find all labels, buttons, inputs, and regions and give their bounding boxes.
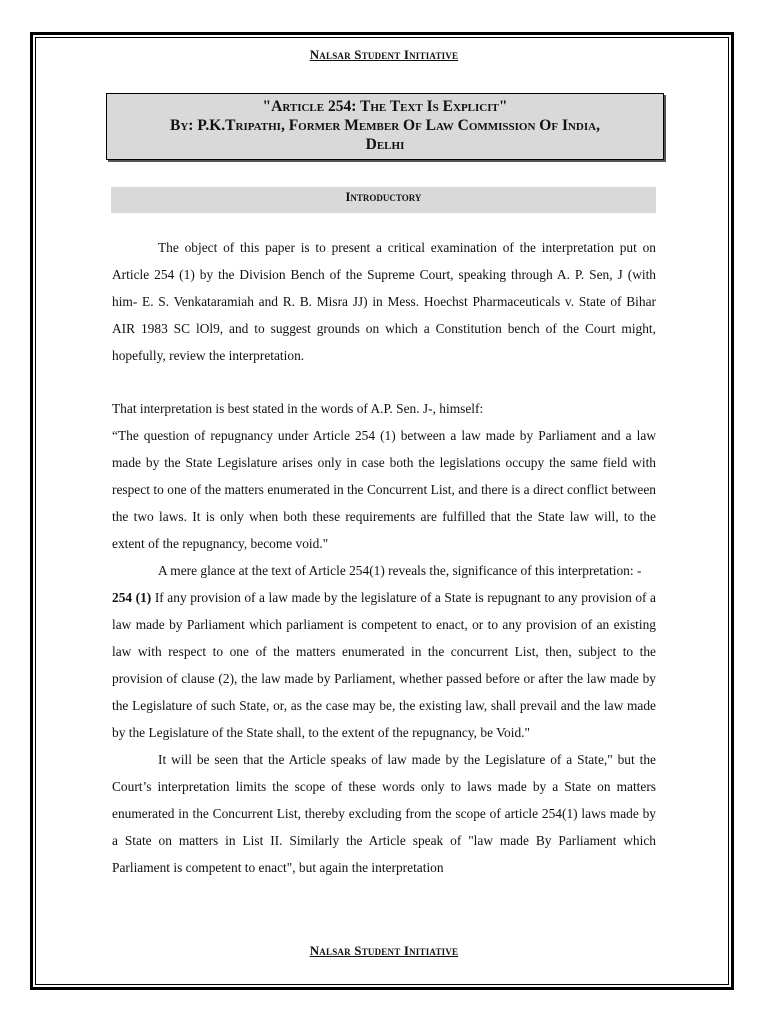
paragraph-interpretation-lead: That interpretation is best stated in the words of A.P. Sen. J-, himself:	[112, 401, 484, 416]
running-footer: Nalsar Student Initiative	[309, 943, 459, 958]
author-line: By: P.K.Tripathi, Former Member Of Law Commission Of India,	[170, 117, 600, 134]
article-text: If any provision of a law made by the legislature of a State is repugnant to any provision of a law made by Parliament which parliament is competent to enact, or to any provision of an existing law with respect to one of the matters enumerated in the concurrent List, then, subject to the provision of clause (2), the law made by Parliament, whether passed before or after the law made by the Legislature of such State, or, as the case may be, the existing law, shall prevail and the law made by the Legislature of the State shall, to the extent of the repugnancy, be Void."	[112, 590, 656, 740]
title-box	[106, 93, 664, 160]
section-heading: Introductory	[111, 187, 656, 213]
paragraph-article-text	[112, 584, 656, 746]
article-number-label: 254 (1)	[112, 590, 152, 605]
running-header: Nalsar Student Initiative	[309, 47, 459, 62]
paragraph-glance: A mere glance at the text of Article 254(1) reveals the, significance of this interpretation: -	[158, 563, 642, 578]
paragraph-analysis: It will be seen that the Article speaks of law made by the Legislature of a State," but the Court’s interpretation limits the scope of these words only to laws made by a State on matters enumerated in the Concurrent List, thereby excluding from the scope of article 254(1) laws made by a State on matters in List II. Similarly the Article speak of "law made By Parliament which Parliament is competent to enact", but again the interpretation	[112, 752, 656, 875]
author-location: Delhi	[365, 136, 405, 153]
paragraph-intro: The object of this paper is to present a critical examination of the interpretation put on Article 254 (1) by the Division Bench of the Supreme Court, speaking through A. P. Sen, J (with him- E. S. Venkataramiah and R. B. Misra JJ) in Mess. Hoechst Pharmaceuticals v. State of Bihar AIR 1983 SC lOl9, and to suggest grounds on which a Constitution bench of the Court might, hopefully, review the interpretation.	[112, 240, 656, 363]
article-title: "Article 254: The Text Is Explicit"	[262, 98, 508, 115]
body-text	[112, 234, 656, 881]
paragraph-quote: “The question of repugnancy under Article 254 (1) between a law made by Parliament and a law made by the State Legislature arises only in case both the legislations occupy the same field with respect to one of the matters enumerated in the Concurrent List, and there is a direct conflict between the two laws. It is only when both these requirements are fulfilled that the State law will, to the extent of the repugnancy, become void."	[112, 428, 656, 551]
paragraph-gap	[112, 369, 656, 395]
